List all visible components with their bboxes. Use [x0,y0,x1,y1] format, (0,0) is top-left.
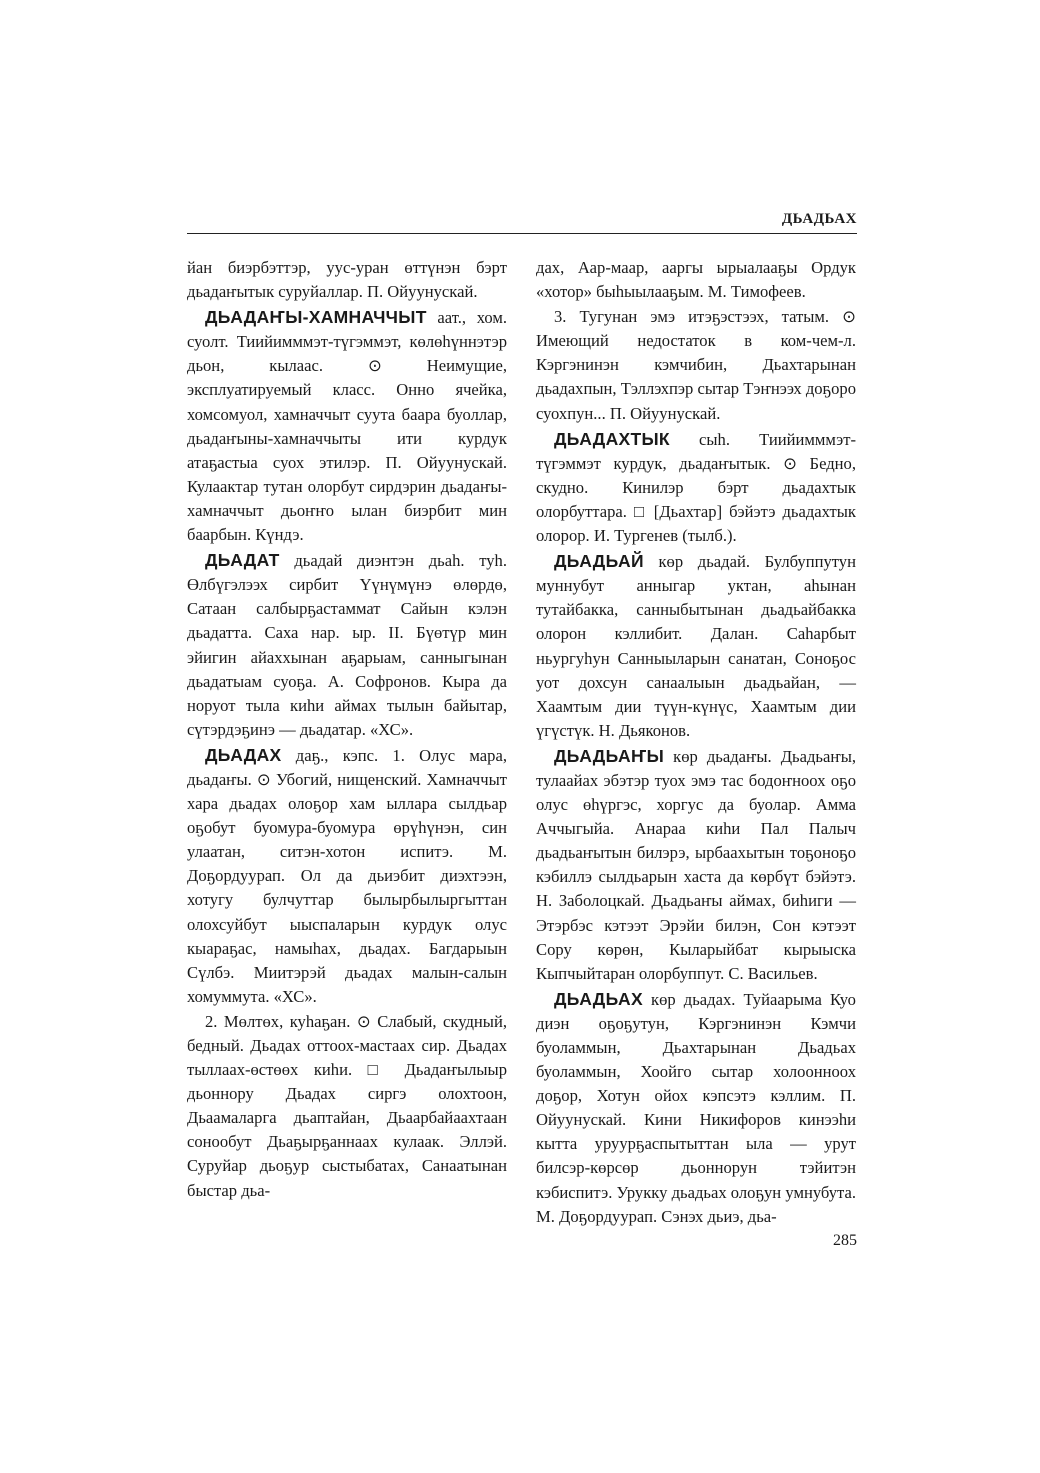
entry-paragraph [187,1010,507,1203]
entry-text: көр дьадаҥы. Дьадьаҥы, тулаайах эбэтэр туох эмэ тас бодоҥноох оҕо олус өһүргэс, хоргус да буолар. Амма Аччыгыйа. Анараа киһи Пал Палыч дьадьаҥытын билэрэ, ырбаахытын тоҕоноҕо кэбиллэ сылдьарын хаста да көрбүт бэйэтэ. Н. Заболоцкай. Дьадьаҥы аймах, биһиги — Этэрбэс кэтээт Эрэйи билэн, Сон кэтээт Сору көрөн, Кыларыйбат кырыыска Кыпчыйтаран олорбуппут. С. Васильев. [536,746,856,983]
entry-headword: ДЬАДАХТЫК [554,428,670,449]
right-column [536,256,856,1230]
dictionary-entry [536,427,856,548]
dictionary-entry [187,305,507,547]
entry-headword: ДЬАДАТ [205,550,280,571]
page-number: 285 [833,1232,857,1249]
entry-text: 2. Мөлтөх, куһаҕан. ⊙ Слабый, скудный, бедный. Дьадах оттоох-мастаах сир. Дьадах тыллаах-өстөөх киһи. □ Дьадаҥылыыр дьоннору Дьадах сиргэ олохтоон, Дьаамаларга дьаптайан, Дьаарбайаахтаан сонообут Дьаҕырҕаннаах кулаак. Эллэй. Суруйар дьоҕур сыстыбатах, Санаатынан быстар дьа- [187,1011,507,1200]
entry-text: дах, Аар-маар, ааргы ырыалааҕы Ордук «хотор» быһыылааҕым. М. Тимофеев. [536,258,856,302]
entry-paragraph [187,256,507,304]
entry-headword: ДЬАДАХ [205,744,282,765]
dictionary-entry [536,987,856,1229]
entry-text: дьадай диэнтэн дьаһ. туһ. Өлбүгэлээх сирбит Үүнүмүнэ өлөрдө, Сатаан салбырҕастаммат Сайын кэлэн дьадатта. Саха нар. ыр. II. Бүөтүр мин эйигин айаххынан аҕарыам, санныгынан дьадатыам суоҕа. А. Софронов. Кыра да норуот тыла киһи аймах тылын байытар, сүтэрдэҕинэ — дьадатар. «ХС». [187,551,507,739]
entry-text: аат., хом. суолт. Тиийимммэт-түгэммэт, көлөһүннэтэр дьон, кылаас. ⊙ Неимущие, эксплуатируемый класс. Онно ячейка, хомсомуол, хамначчыт суута баара буоллар, дьадаҥыны-хамначчыты ити курдук атаҕастыа суох этилэр. П. Ойуунускай. Кулаактар тутан олорбут сирдэрин дьадаҥы-хамначчыт дьоҥҥо ылан биэрбит мин баарбын. Күндэ. [187,308,507,545]
entry-headword: ДЬАДЬАХ [554,988,643,1009]
entry-headword: ДЬАДЬАЙ [554,551,644,572]
entry-text: көр дьадах. Туйаарыма Куо диэн оҕоҕутун, Кэргэнинэн Кэмчи буоламмын, Дьахтарынан Дьадьах буоламмын, Хоойго сытар холоонноох доҕор, Хотун ойох кэпсэтэ кэллим. П. Ойуунускай. Кини Никифоров кинээһи кытта уруурҕаспытыттан ыла — урут билсэр-көрсөр дьоннорун тэйитэн кэбиспитэ. Урукку дьадьах олоҕун умнубута. М. Доҕордуурап. Сэнэх дьиэ, дьа- [536,989,856,1226]
entry-headword: ДЬАДАҤЫ-ХАМНАЧЧЫТ [205,307,427,328]
entry-headword: ДЬАДЬАҤЫ [554,745,665,766]
entry-text: көр дьадай. Булбуппутун муннубут анныгар уктан, аһынан тутайбакка, санныбытынан дьадьайбакка олорон кэллибит. Далан. Саһарбыт ньургуһун Санныыларын санатан, Соноҕос уот дохсун санаалыын дьадьайан, — Хаамтым дии түүн-күнүс, Хаамтым дии үгүстүк. Н. Дьяконов. [536,552,856,740]
entry-text: 3. Тугунан эмэ итэҕэстээх, татым. ⊙ Имеющий недостаток в ком-чем-л. Кэргэнинэн кэмчибин, Дьахтарынан дьадахпын, Тэллэхпэр сытар Тэҥнээх доҕоро суохпун... П. Ойуунускай. [536,307,856,423]
entry-text: йан биэрбэттэр, уус-уран өттүнэн бэрт дьадаҥытык суруйаллар. П. Ойуунускай. [187,258,507,302]
dictionary-entry [187,548,507,742]
header-rule [187,233,857,234]
left-column [187,256,507,1204]
dictionary-entry [536,744,856,986]
entry-text: даҕ., кэпс. 1. Олус мара, дьадаҥы. ⊙ Убогий, нищенский. Хамначчыт хара дьадах олоҕор хам ыллара сылдьар оҕобут буомура-буомура өрүһүнэн, син улаатан, ситэн-хотон испитэ. М. Доҕордуурап. Ол да дьиэбит диэхтээн, хотугу булчуттар былырбылыргыттан олохсуйбут ыыспаларын курдук олус кыараҕас, намыһах, дьадах. Багдарыын Сүлбэ. Миитэрэй дьадах малын-салын хомуммута. «ХС». [187,745,507,1006]
entry-paragraph [536,305,856,425]
running-head: ДЬАДЬАХ [781,211,857,227]
entry-paragraph [536,256,856,304]
dictionary-entry [187,743,507,1009]
entry-text: сыһ. Тиийимммэт-түгэммэт курдук, дьадаҥытык. ⊙ Бедно, скудно. Кинилэр бэрт дьадахтык олорбуттара. □ [Дьахтар] бэйэтэ дьадахтык олорор. И. Тургенев (тылб.). [536,429,856,546]
dictionary-entry [536,549,856,743]
